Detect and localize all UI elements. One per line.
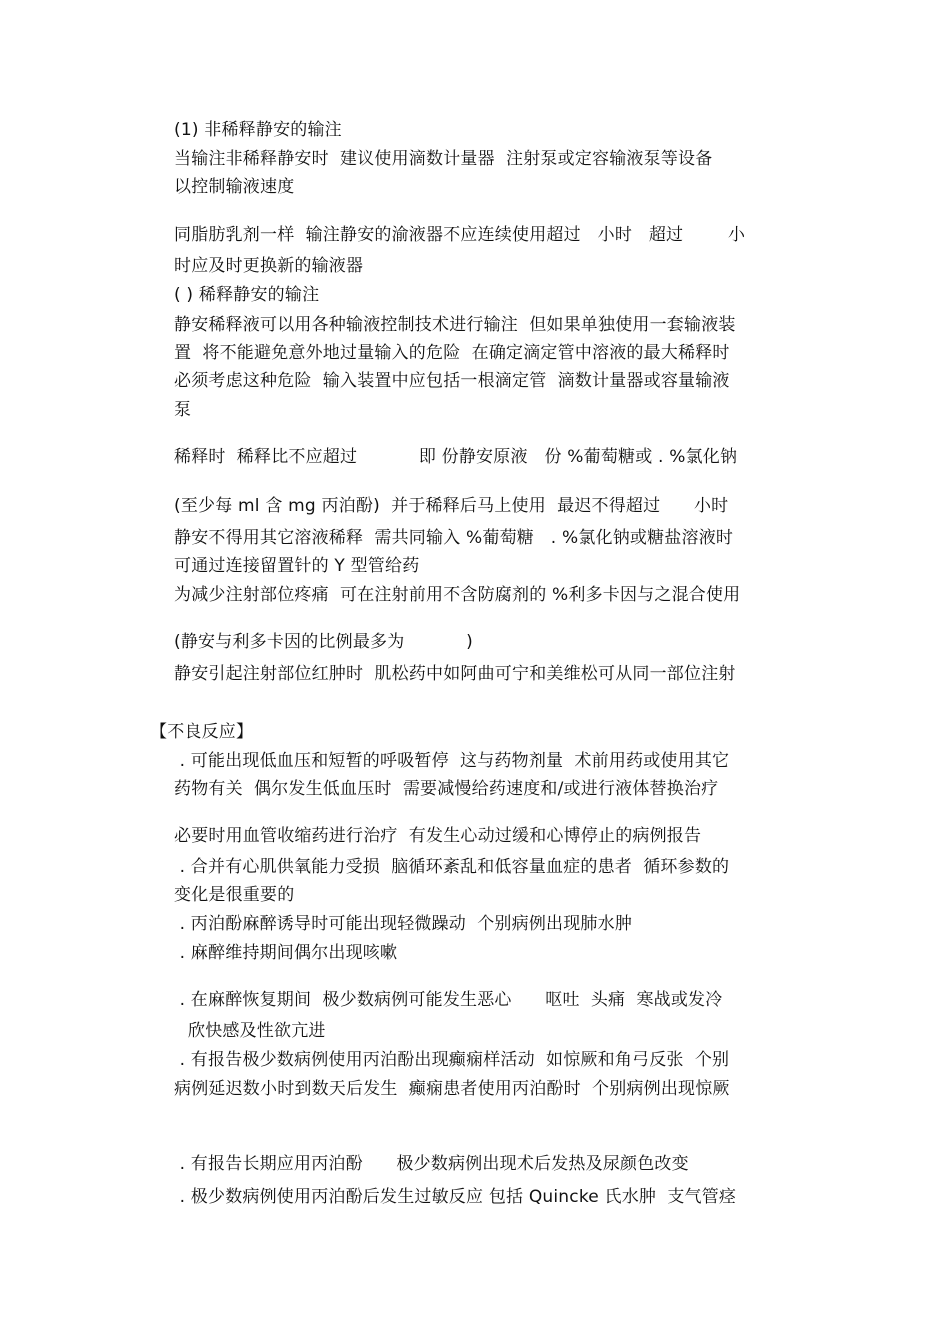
list-item: . 麻醉维持期间偶尔出现咳嗽 (174, 943, 398, 963)
paragraph-line: 欣快感及性欲亢进 (188, 1021, 326, 1041)
section-heading-adverse-reactions: 【不良反应】 (150, 722, 254, 742)
paragraph-line: 静安稀释液可以用各种输液控制技术进行输注 但如果单独使用一套输液装 (174, 315, 736, 335)
paragraph-line: 必须考虑这种危险 输入装置中应包括一根滴定管 滴数计量器或容量输液 (174, 371, 730, 391)
list-item: . 丙泊酚麻醉诱导时可能出现轻微躁动 个别病例出现肺水肿 (174, 914, 633, 934)
paragraph-line: 稀释时 稀释比不应超过 即 份静安原液 份 %葡萄糖或 . %氯化钠 (174, 447, 738, 467)
paragraph-line: (至少每 ml 含 mg 丙泊酚) 并于稀释后马上使用 最迟不得超过 小时 (174, 496, 729, 516)
list-item: . 在麻醉恢复期间 极少数病例可能发生恶心 呕吐 头痛 寒战或发冷 (174, 990, 723, 1010)
paragraph-line: 药物有关 偶尔发生低血压时 需要减慢给药速度和/或进行液体替换治疗 (174, 779, 719, 799)
paragraph-line: 时应及时更换新的输液器 (174, 256, 364, 276)
section-heading-undiluted: (1) 非稀释静安的输注 (174, 120, 342, 140)
paragraph-line: 静安引起注射部位红肿时 肌松药中如阿曲可宁和美维松可从同一部位注射 (174, 664, 736, 684)
list-item: . 合并有心肌供氧能力受损 脑循环紊乱和低容量血症的患者 循环参数的 (174, 857, 730, 877)
paragraph-line: 变化是很重要的 (174, 885, 295, 905)
list-item: . 极少数病例使用丙泊酚后发生过敏反应 包括 Quincke 氏水肿 支气管痉 (174, 1187, 737, 1207)
paragraph-line: 可通过连接留置针的 Y 型管给药 (174, 556, 420, 576)
paragraph-line: 病例延迟数小时到数天后发生 癫痫患者使用丙泊酚时 个别病例出现惊厥 (174, 1079, 730, 1099)
paragraph-line: 同脂肪乳剂一样 输注静安的渝液器不应连续使用超过 小时 超过 小 (174, 225, 746, 245)
paragraph-line: 为减少注射部位疼痛 可在注射前用不含防腐剂的 %利多卡因与之混合使用 (174, 585, 741, 605)
list-item: . 有报告极少数病例使用丙泊酚出现癫痫样活动 如惊厥和角弓反张 个别 (174, 1050, 730, 1070)
list-item: . 可能出现低血压和短暂的呼吸暂停 这与药物剂量 术前用药或使用其它 (174, 751, 730, 771)
paragraph-line: 静安不得用其它溶液稀释 需共同输入 %葡萄糖 . %氯化钠或糖盐溶液时 (174, 528, 734, 548)
paragraph-line: 以控制输液速度 (174, 177, 295, 197)
list-item: . 有报告长期应用丙泊酚 极少数病例出现术后发热及尿颜色改变 (174, 1154, 689, 1174)
paragraph-line: 泵 (174, 400, 192, 420)
paragraph-line: 必要时用血管收缩药进行治疗 有发生心动过缓和心博停止的病例报告 (174, 826, 702, 846)
paragraph-line: 置 将不能避免意外地过量输入的危险 在确定滴定管中溶液的最大稀释时 (174, 343, 730, 363)
paragraph-line: 当输注非稀释静安时 建议使用滴数计量器 注射泵或定容输液泵等设备 (174, 149, 713, 169)
section-heading-diluted: ( ) 稀释静安的输注 (174, 285, 320, 305)
paragraph-line: (静安与利多卡因的比例最多为 ) (174, 632, 473, 652)
